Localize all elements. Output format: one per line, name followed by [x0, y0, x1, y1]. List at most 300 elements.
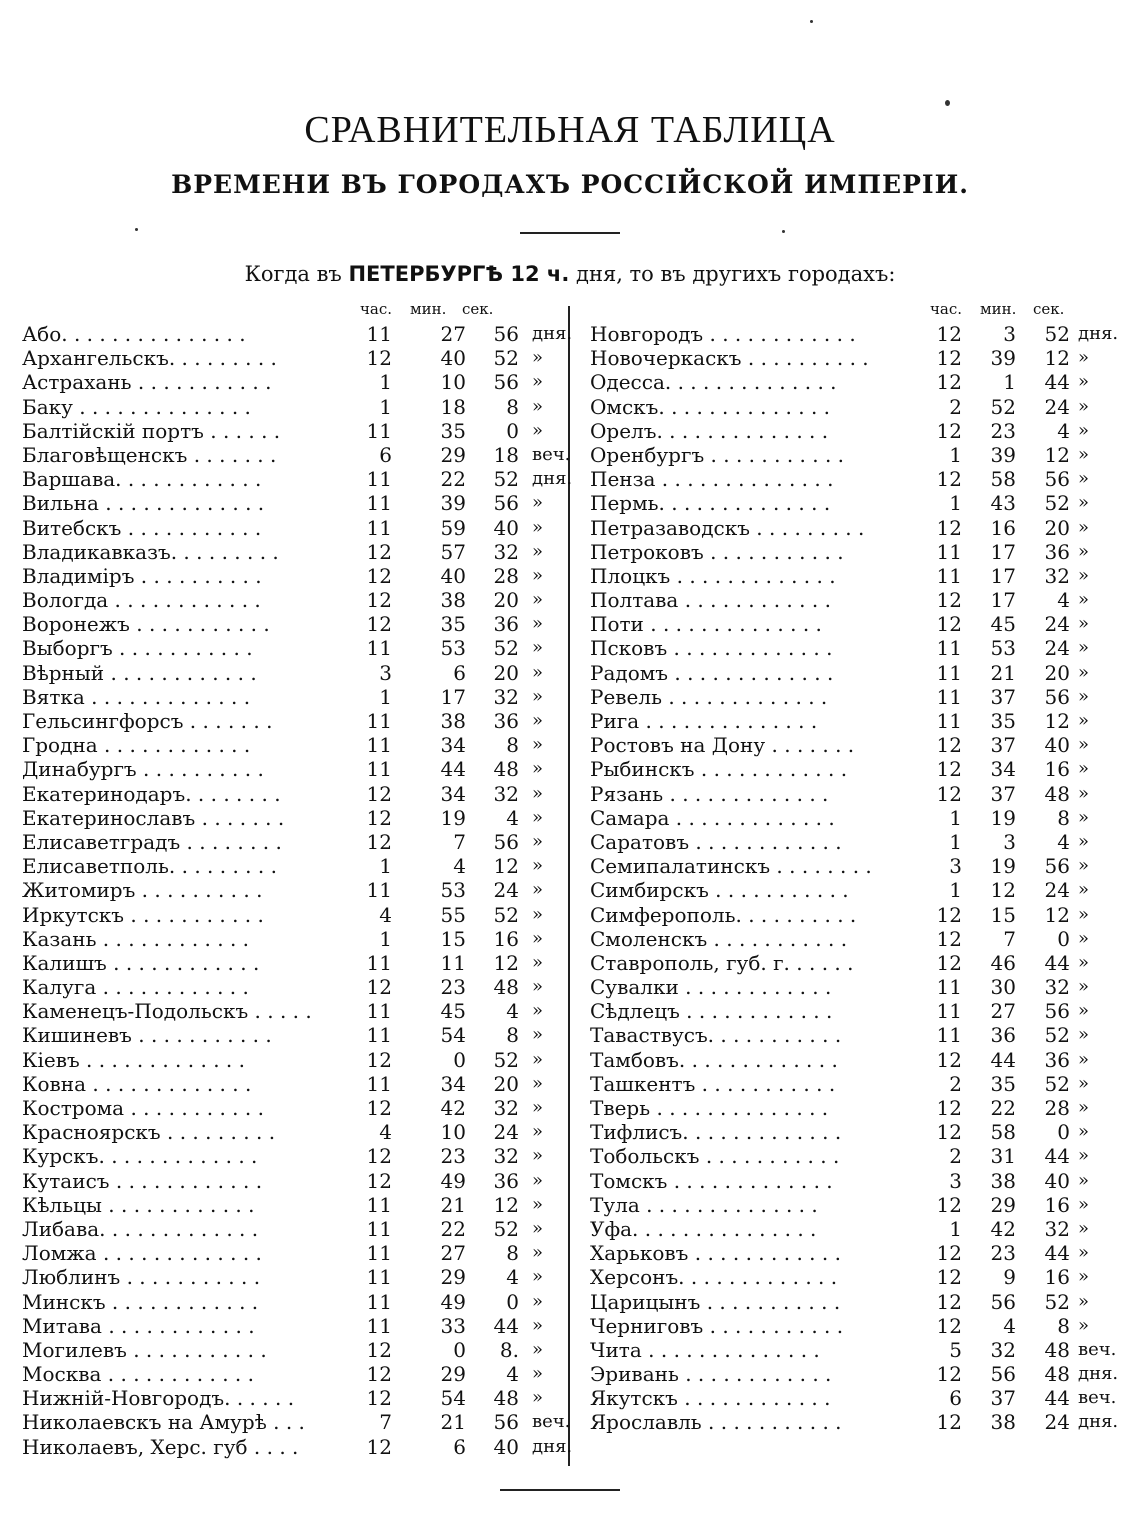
period-mark: »	[532, 1266, 544, 1288]
seconds-value: 40	[1044, 733, 1070, 758]
table-row	[590, 707, 1135, 731]
hours-value: 11	[366, 1241, 392, 1266]
hours-value: 12	[366, 805, 392, 830]
period-mark: »	[532, 1097, 544, 1118]
period-mark: дня.	[1078, 323, 1119, 344]
hours-value: 3	[949, 854, 962, 879]
city-name: Оренбургъ . . . . . . . . . . .	[590, 442, 845, 467]
hours-value: 11	[936, 563, 962, 588]
city-name: Тверь . . . . . . . . . . . . . .	[590, 1096, 829, 1120]
minutes-value: 58	[990, 1120, 1016, 1145]
city-name: Ломжа . . . . . . . . . . . . .	[22, 1241, 262, 1266]
city-name: Уфа. . . . . . . . . . . . . . .	[590, 1216, 817, 1241]
table-row	[22, 1191, 562, 1215]
hours-value: 12	[366, 781, 392, 806]
minutes-value: 45	[990, 612, 1016, 637]
hours-value: 12	[366, 1096, 392, 1120]
city-name: Митава . . . . . . . . . . . .	[22, 1313, 255, 1338]
seconds-value: 48	[1044, 781, 1070, 806]
city-name: Благовѣщенскъ . . . . . . .	[22, 442, 277, 467]
hours-value: 11	[936, 999, 962, 1024]
period-mark: »	[1078, 1266, 1090, 1288]
table-row	[590, 538, 1135, 562]
table-row	[22, 417, 562, 441]
minutes-value: 45	[440, 999, 466, 1024]
seconds-value: 16	[1044, 757, 1070, 782]
period-mark: »	[532, 419, 544, 441]
seconds-value: 12	[1044, 346, 1070, 371]
hours-value: 11	[936, 636, 962, 661]
table-row	[590, 1239, 1135, 1266]
city-name: Гельсингфорсъ . . . . . . .	[22, 709, 273, 733]
minutes-value: 0	[453, 1337, 466, 1362]
minutes-value: 6	[453, 1434, 466, 1459]
period-mark: »	[1078, 661, 1090, 683]
table-row	[22, 925, 562, 949]
period-mark: »	[1078, 830, 1090, 852]
city-name: Екатеринославъ . . . . . . .	[22, 805, 285, 830]
table-row	[22, 465, 573, 492]
table-row	[590, 441, 1135, 465]
minutes-value: 59	[440, 515, 466, 540]
hours-value: 11	[936, 539, 962, 564]
minutes-value: 40	[440, 563, 466, 588]
minutes-value: 49	[440, 1289, 466, 1314]
hours-value: 12	[936, 346, 962, 371]
table-row	[590, 634, 1135, 661]
table-row	[590, 368, 1135, 395]
minutes-value: 38	[990, 1168, 1016, 1193]
city-name: Омскъ. . . . . . . . . . . . . .	[590, 394, 831, 419]
seconds-value: 20	[1044, 660, 1070, 685]
hours-value: 1	[949, 878, 962, 903]
city-name: Витебскъ . . . . . . . . . . .	[22, 515, 262, 540]
period-mark: »	[532, 1048, 544, 1070]
city-name: Рыбинскъ . . . . . . . . . . . .	[590, 757, 848, 782]
seconds-value: 40	[493, 515, 519, 540]
minutes-value: 12	[990, 878, 1016, 903]
minutes-value: 53	[440, 636, 466, 661]
seconds-value: 16	[1044, 1192, 1070, 1217]
table-row	[22, 828, 562, 852]
minutes-value: 31	[990, 1144, 1016, 1169]
table-row	[22, 538, 562, 562]
seconds-value: 20	[1044, 515, 1070, 540]
city-name: Рига . . . . . . . . . . . . . .	[590, 709, 818, 733]
hours-value: 12	[936, 781, 962, 806]
city-name: Чита . . . . . . . . . . . . . .	[590, 1337, 820, 1362]
intro-pre: Когда въ	[244, 262, 342, 286]
hours-value: 12	[936, 1289, 962, 1314]
hours-value: 6	[949, 1386, 962, 1411]
seconds-value: 0	[506, 418, 519, 443]
city-name: Вильна . . . . . . . . . . . . .	[22, 491, 265, 516]
hours-value: 11	[366, 491, 392, 516]
table-row	[590, 393, 1135, 417]
city-name: Семипалатинскъ . . . . . . . .	[590, 854, 872, 879]
table-row	[22, 1263, 562, 1290]
period-mark: »	[532, 830, 544, 852]
table-row	[590, 489, 1135, 516]
minutes-value: 34	[440, 1071, 466, 1096]
table-row	[22, 1118, 562, 1145]
hours-value: 6	[379, 442, 392, 467]
period-mark: »	[1078, 1242, 1090, 1264]
table-row	[590, 949, 1135, 973]
hours-value: 12	[936, 467, 962, 492]
city-name: Вологда . . . . . . . . . . . .	[22, 588, 261, 613]
title-divider	[520, 232, 620, 234]
seconds-value: 8	[506, 1023, 519, 1048]
minutes-value: 11	[440, 950, 466, 975]
seconds-value: 0	[1057, 926, 1070, 951]
city-name: Симферополь. . . . . . . . . .	[590, 902, 857, 927]
period-mark: дня.	[532, 468, 573, 490]
minutes-value: 15	[990, 902, 1016, 927]
hours-value: 1	[379, 394, 392, 419]
hours-value: 12	[936, 370, 962, 395]
table-row	[22, 997, 562, 1024]
hours-value: 11	[936, 709, 962, 733]
period-mark: »	[532, 1169, 544, 1191]
seconds-value: 52	[493, 346, 519, 371]
hours-value: 12	[366, 563, 392, 588]
city-name: Царицынъ . . . . . . . . . . .	[590, 1289, 841, 1314]
seconds-value: 36	[493, 709, 519, 733]
minutes-value: 7	[1003, 926, 1016, 951]
hours-value: 12	[366, 1337, 392, 1362]
table-row	[22, 659, 562, 683]
seconds-value: 24	[1044, 1410, 1070, 1435]
hours-value: 1	[949, 805, 962, 830]
hours-value: 1	[949, 829, 962, 854]
period-mark: »	[1078, 564, 1090, 586]
seconds-value: 8	[1057, 1313, 1070, 1338]
period-mark: »	[1078, 1121, 1090, 1143]
right-column	[590, 320, 1135, 1433]
period-mark: веч.	[532, 443, 571, 465]
table-row	[590, 1312, 1135, 1336]
city-name: Харьковъ . . . . . . . . . . . .	[590, 1241, 841, 1266]
hours-value: 12	[366, 975, 392, 1000]
seconds-value: 16	[1044, 1265, 1070, 1290]
city-name: Тула . . . . . . . . . . . . . .	[590, 1192, 818, 1217]
table-row	[590, 876, 1135, 903]
table-row	[22, 368, 562, 395]
hours-value: 11	[366, 1071, 392, 1096]
minutes-value: 22	[990, 1096, 1016, 1120]
table-row	[590, 1336, 1135, 1360]
period-mark: »	[532, 903, 544, 925]
table-row	[22, 441, 571, 467]
right-hours-header: час.	[930, 300, 963, 318]
hours-value: 3	[949, 1168, 962, 1193]
hours-value: 11	[366, 1265, 392, 1290]
city-name: Владикавказъ. . . . . . . . .	[22, 539, 279, 564]
period-mark: »	[1078, 758, 1090, 780]
period-mark: »	[1078, 782, 1090, 804]
left-minutes-header: мин.	[410, 300, 447, 318]
seconds-value: 48	[1044, 1337, 1070, 1362]
minutes-value: 19	[990, 854, 1016, 879]
table-row	[590, 1408, 1135, 1435]
city-name: Кутаисъ . . . . . . . . . . . .	[22, 1168, 263, 1193]
table-row	[590, 1070, 1135, 1094]
period-mark: »	[532, 613, 544, 635]
period-mark: »	[532, 1193, 544, 1215]
hours-value: 11	[366, 733, 392, 758]
city-name: Люблинъ . . . . . . . . . . .	[22, 1265, 261, 1290]
period-mark: »	[532, 1314, 544, 1336]
hours-value: 11	[936, 1023, 962, 1048]
period-mark: дня.	[532, 1435, 573, 1457]
table-row	[590, 973, 1135, 1000]
city-name: Кіевъ . . . . . . . . . . . . .	[22, 1047, 245, 1072]
minutes-value: 3	[1003, 829, 1016, 854]
table-row	[22, 1239, 562, 1266]
period-mark: »	[532, 976, 544, 998]
hours-value: 12	[366, 588, 392, 613]
city-name: Калишъ . . . . . . . . . . . .	[22, 950, 260, 975]
table-row	[590, 562, 1135, 586]
minutes-value: 38	[440, 588, 466, 613]
table-row	[22, 949, 562, 973]
hours-value: 12	[366, 1362, 392, 1387]
table-row	[22, 1142, 562, 1169]
table-row	[590, 1094, 1135, 1118]
seconds-value: 12	[493, 950, 519, 975]
table-row	[22, 683, 562, 707]
period-mark: »	[1078, 1072, 1090, 1094]
period-mark: »	[532, 1290, 544, 1312]
minutes-value: 38	[990, 1410, 1016, 1435]
period-mark: »	[532, 564, 544, 586]
seconds-value: 24	[1044, 878, 1070, 903]
city-name: Ташкентъ . . . . . . . . . . .	[590, 1071, 836, 1096]
hours-value: 12	[936, 1410, 962, 1435]
seconds-value: 52	[1044, 1071, 1070, 1096]
city-name: Черниговъ . . . . . . . . . . .	[590, 1313, 844, 1338]
minutes-value: 7	[453, 829, 466, 854]
table-row	[22, 320, 573, 346]
city-name: Полтава . . . . . . . . . . . .	[590, 588, 831, 613]
period-mark: »	[1078, 685, 1090, 707]
seconds-value: 36	[493, 612, 519, 637]
seconds-value: 20	[493, 660, 519, 685]
hours-value: 11	[366, 1023, 392, 1048]
table-row	[590, 683, 1135, 707]
minutes-value: 35	[990, 709, 1016, 733]
seconds-value: 18	[493, 442, 519, 467]
hours-value: 2	[949, 1071, 962, 1096]
city-name: Кѣльцы . . . . . . . . . . . .	[22, 1192, 255, 1217]
seconds-value: 20	[493, 1071, 519, 1096]
seconds-value: 8	[506, 394, 519, 419]
hours-value: 12	[936, 1241, 962, 1266]
seconds-value: 48	[493, 1386, 519, 1411]
period-mark: »	[1078, 1000, 1090, 1022]
hours-value: 1	[379, 370, 392, 395]
table-row	[22, 1384, 562, 1411]
hours-value: 12	[366, 612, 392, 637]
minutes-value: 29	[440, 1265, 466, 1290]
period-mark: »	[1078, 806, 1090, 828]
table-row	[590, 731, 1135, 758]
hours-value: 12	[366, 1386, 392, 1411]
city-name: Пермь. . . . . . . . . . . . . .	[590, 491, 831, 516]
minutes-value: 53	[990, 636, 1016, 661]
minutes-value: 56	[990, 1289, 1016, 1314]
seconds-value: 32	[1044, 1216, 1070, 1241]
seconds-value: 52	[1044, 491, 1070, 516]
minutes-value: 53	[440, 878, 466, 903]
city-name: Тамбовъ. . . . . . . . . . . . .	[590, 1047, 838, 1072]
table-row	[590, 1167, 1135, 1191]
city-name: Петроковъ . . . . . . . . . . .	[590, 539, 844, 564]
hours-value: 11	[936, 684, 962, 709]
period-mark: »	[532, 685, 544, 707]
table-row	[590, 320, 1135, 344]
city-name: Плоцкъ . . . . . . . . . . . . .	[590, 563, 836, 588]
seconds-value: 12	[1044, 442, 1070, 467]
table-row	[22, 562, 562, 586]
hours-value: 12	[366, 539, 392, 564]
minutes-value: 19	[990, 805, 1016, 830]
seconds-value: 36	[1044, 1047, 1070, 1072]
intro-city: ПЕТЕРБУРГѢ 12 ч.	[348, 262, 570, 286]
hours-value: 12	[936, 515, 962, 540]
intro-post: дня, то въ другихъ городахъ:	[576, 262, 896, 286]
hours-value: 12	[366, 1168, 392, 1193]
table-row	[590, 344, 1135, 371]
seconds-value: 44	[1044, 1144, 1070, 1169]
minutes-value: 44	[440, 757, 466, 782]
print-speck	[945, 100, 950, 106]
table-row	[590, 610, 1135, 637]
city-name: Ростовъ на Дону . . . . . . .	[590, 733, 855, 758]
hours-value: 12	[936, 902, 962, 927]
city-name: Елисаветградъ . . . . . . . .	[22, 829, 282, 854]
period-mark: »	[532, 710, 544, 731]
city-name: Тобольскъ . . . . . . . . . . .	[590, 1144, 840, 1169]
hours-value: 11	[366, 999, 392, 1024]
period-mark: »	[1078, 1217, 1090, 1239]
city-name: Кишиневъ . . . . . . . . . . .	[22, 1023, 272, 1048]
table-row	[22, 1288, 562, 1312]
hours-value: 11	[366, 950, 392, 975]
period-mark: »	[1078, 879, 1090, 901]
print-speck	[810, 20, 813, 23]
seconds-value: 32	[1044, 975, 1070, 1000]
table-row	[22, 1360, 562, 1387]
hours-value: 11	[366, 1289, 392, 1314]
period-mark: »	[1078, 1145, 1090, 1167]
minutes-value: 57	[440, 539, 466, 564]
period-mark: »	[1078, 637, 1090, 659]
period-mark: веч.	[532, 1411, 571, 1433]
table-row	[22, 901, 562, 925]
hours-value: 12	[936, 757, 962, 782]
seconds-value: 44	[1044, 370, 1070, 395]
period-mark: »	[1078, 1048, 1090, 1070]
city-name: Варшава. . . . . . . . . . . .	[22, 467, 262, 492]
minutes-value: 37	[990, 684, 1016, 709]
minutes-value: 56	[990, 1362, 1016, 1387]
hours-value: 12	[936, 1120, 962, 1145]
city-name: Псковъ . . . . . . . . . . . . .	[590, 636, 833, 661]
hours-value: 11	[936, 975, 962, 1000]
minutes-value: 42	[990, 1216, 1016, 1241]
city-name: Владиміръ . . . . . . . . . .	[22, 563, 262, 588]
table-row	[590, 1263, 1135, 1290]
period-mark: »	[1078, 1097, 1090, 1118]
minutes-value: 21	[440, 1192, 466, 1217]
minutes-value: 3	[1003, 322, 1016, 346]
seconds-value: 56	[1044, 684, 1070, 709]
table-row	[22, 1408, 571, 1435]
hours-value: 11	[366, 878, 392, 903]
city-name: Кострома . . . . . . . . . . .	[22, 1096, 264, 1120]
seconds-value: 56	[493, 370, 519, 395]
right-minutes-header: мин.	[980, 300, 1017, 318]
minutes-value: 34	[440, 781, 466, 806]
minutes-value: 37	[990, 1386, 1016, 1411]
minutes-value: 35	[440, 612, 466, 637]
minutes-value: 29	[990, 1192, 1016, 1217]
city-name: Елисаветполь. . . . . . . . .	[22, 854, 277, 879]
seconds-value: 48	[1044, 1362, 1070, 1387]
hours-value: 11	[366, 1313, 392, 1338]
hours-value: 12	[936, 322, 962, 346]
seconds-value: 52	[1044, 1023, 1070, 1048]
seconds-value: 24	[1044, 394, 1070, 419]
minutes-value: 15	[440, 926, 466, 951]
seconds-value: 12	[1044, 709, 1070, 733]
city-name: Каменецъ-Подольскъ . . . . .	[22, 999, 312, 1024]
seconds-value: 32	[493, 684, 519, 709]
table-row	[590, 1288, 1135, 1312]
minutes-value: 36	[990, 1023, 1016, 1048]
minutes-value: 27	[440, 322, 466, 346]
seconds-value: 8.	[499, 1337, 519, 1362]
minutes-value: 32	[990, 1337, 1016, 1362]
minutes-value: 38	[440, 709, 466, 733]
period-mark: »	[532, 661, 544, 683]
city-name: Баку . . . . . . . . . . . . . .	[22, 394, 251, 419]
city-name: Ярославль . . . . . . . . . . .	[590, 1410, 842, 1435]
period-mark: »	[1078, 516, 1090, 538]
city-name: Одесса. . . . . . . . . . . . . .	[590, 370, 837, 395]
hours-value: 4	[379, 1120, 392, 1145]
period-mark: »	[532, 951, 544, 973]
period-mark: »	[1078, 927, 1090, 949]
hours-value: 11	[366, 636, 392, 661]
seconds-value: 36	[493, 1168, 519, 1193]
table-row	[590, 755, 1135, 782]
hours-value: 12	[936, 733, 962, 758]
hours-value: 12	[936, 1192, 962, 1217]
minutes-value: 6	[453, 660, 466, 685]
seconds-value: 4	[506, 1265, 519, 1290]
table-row	[22, 804, 562, 828]
seconds-value: 28	[493, 563, 519, 588]
period-mark: дня.	[1078, 1411, 1119, 1433]
table-row	[590, 1046, 1135, 1070]
city-name: Херсонъ. . . . . . . . . . . . .	[590, 1265, 838, 1290]
minutes-value: 23	[440, 975, 466, 1000]
period-mark: »	[532, 395, 544, 417]
period-mark: »	[1078, 540, 1090, 562]
